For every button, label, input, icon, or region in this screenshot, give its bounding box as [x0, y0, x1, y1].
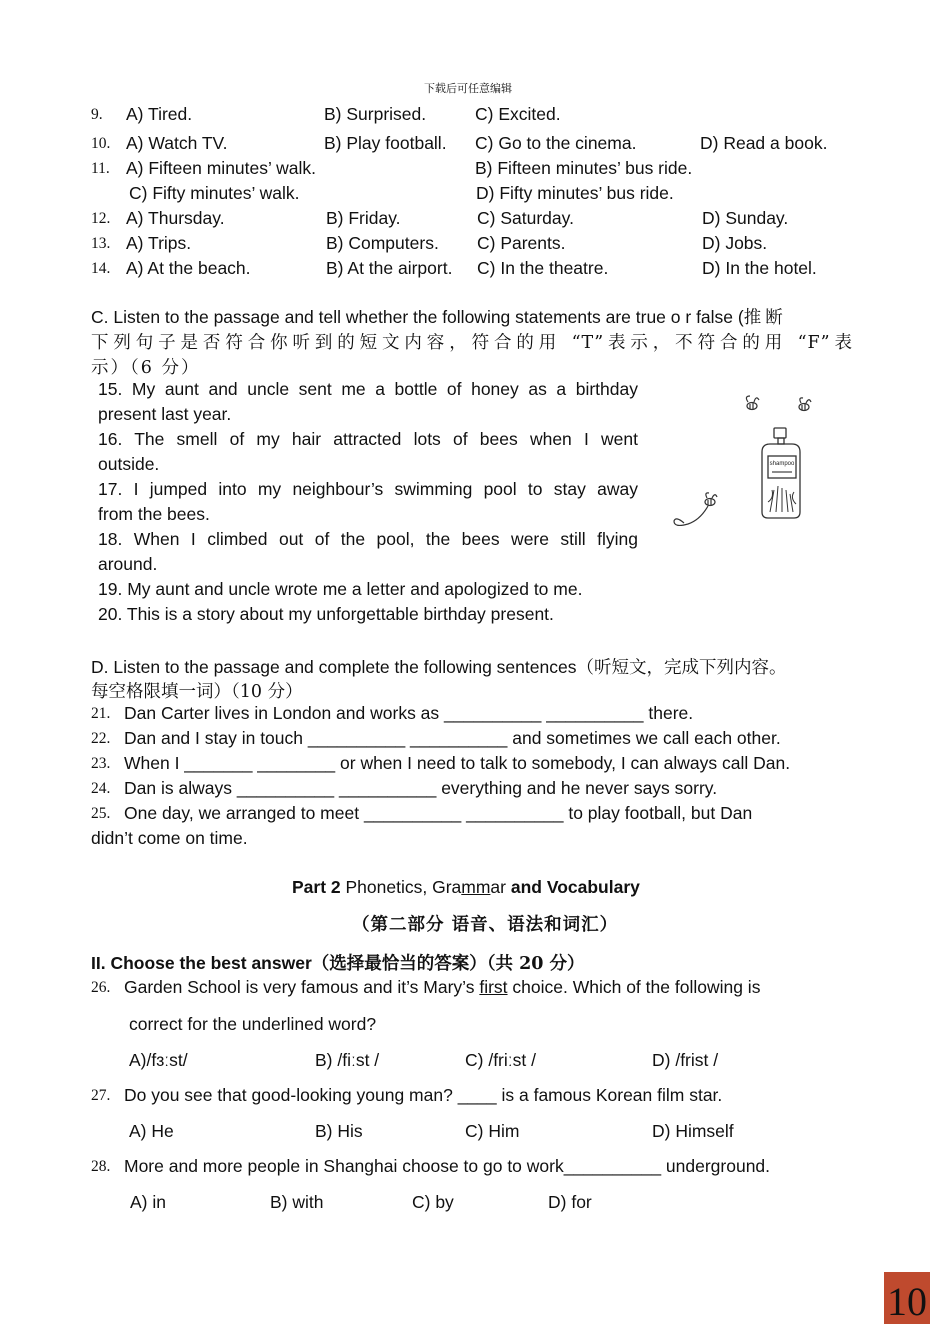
sentence-text: One day, we arranged to meet __________ __________ to play football, but Dan	[124, 803, 753, 823]
underlined-word: first	[479, 977, 508, 997]
shampoo-bees-illustration	[668, 392, 828, 542]
part2-subtitle: （第二部分 语音、语法和词汇）	[352, 915, 619, 935]
option-c: C) Parents.	[477, 233, 566, 253]
statement-line: around.	[98, 554, 158, 574]
question-text-pre: Garden School is very famous and it’s Mary’s	[124, 977, 480, 997]
question-number: 12.	[91, 210, 111, 227]
option-a: A) Tired.	[126, 104, 193, 124]
question-number: 11.	[91, 160, 110, 177]
option-d: D) In the hotel.	[702, 258, 817, 278]
statement-line: 19. My aunt and uncle wrote me a letter and apologized to me.	[98, 579, 583, 599]
question-number: 9.	[91, 106, 103, 123]
option-a: A) Thursday.	[126, 208, 225, 228]
option-b: B) His	[315, 1121, 363, 1141]
section-c-title-line3: 示）（6 分）	[91, 358, 201, 378]
shampoo-bottle-icon	[762, 428, 800, 518]
question-number: 26.	[91, 979, 111, 996]
question-text-line2: correct for the underlined word?	[129, 1014, 377, 1034]
option-c: C) Him	[465, 1121, 520, 1141]
question-text: More and more people in Shanghai choose to go to work__________ underground.	[124, 1156, 771, 1176]
question-number: 22.	[91, 730, 111, 747]
option-b: B) Play football.	[324, 133, 447, 153]
statement-line: 15. My aunt and uncle sent me a bottle of honey as a birthday	[98, 379, 638, 399]
option-d: D) for	[548, 1192, 592, 1212]
section-d-title	[91, 654, 786, 679]
part2-title-underlined: mm	[461, 877, 491, 897]
section-c-title-en: C. Listen to the passage and tell whether the following statements are true o r false (	[91, 307, 744, 327]
question-number: 28.	[91, 1158, 111, 1175]
section-d-title-line2: 每空格限填一词）（10 分）	[91, 682, 303, 702]
option-a: A) At the beach.	[126, 258, 251, 278]
section-c-title-line2: 下列句子是否符合你听到的短文内容，符合的用 “T”表示，不符合的用 “F”表	[91, 333, 853, 353]
statement-line: present last year.	[98, 404, 232, 424]
section-d-title-en: D. Listen to the passage and complete the following sentences	[91, 657, 577, 677]
question-text: Do you see that good-looking young man? ____ is a famous Korean film star.	[124, 1085, 723, 1105]
part2-title-text: Phonetics, Gra	[340, 877, 462, 897]
question-number: 25.	[91, 805, 111, 822]
bee-icon	[746, 396, 759, 410]
option-d: D) /frist /	[652, 1050, 719, 1070]
question-number: 10.	[91, 135, 111, 152]
sentence-text: When I _______ ________ or when I need to talk to somebody, I can always call Dan.	[124, 753, 791, 773]
sentence-text: Dan and I stay in touch __________ __________ and sometimes we call each other.	[124, 728, 781, 748]
part2-title-text2: ar	[490, 877, 511, 897]
statement-line: from the bees.	[98, 504, 210, 524]
part2-title-bold: Part 2	[292, 877, 341, 897]
question-number: 21.	[91, 705, 111, 722]
statement-line: 17. I jumped into my neighbour’s swimming pool to stay away	[98, 479, 638, 499]
option-b: B) /fiːst /	[315, 1050, 380, 1070]
option-a: A) in	[130, 1192, 166, 1212]
option-c: C) Excited.	[475, 104, 561, 124]
bee-icon	[674, 493, 717, 526]
option-c: C) by	[412, 1192, 454, 1212]
section-ii-title-en: II. Choose the best answer	[91, 953, 312, 973]
option-b: B) with	[270, 1192, 324, 1212]
bottle-label: shampoo	[769, 461, 795, 467]
question-number: 27.	[91, 1087, 111, 1104]
option-b: B) Surprised.	[324, 104, 427, 124]
option-d: D) Jobs.	[702, 233, 768, 253]
option-d: D) Read a book.	[700, 133, 828, 153]
option-c: C) Saturday.	[477, 208, 574, 228]
part2-title-bold2: and Vocabulary	[510, 877, 640, 897]
option-b: B) Friday.	[326, 208, 401, 228]
option-a: A) Trips.	[126, 233, 192, 253]
sentence-text: Dan Carter lives in London and works as __________ __________ there.	[124, 703, 694, 723]
statement-line: 18. When I climbed out of the pool, the bees were still flying	[98, 529, 638, 549]
section-c-title-cn: 推断	[743, 308, 787, 328]
question-text-post: choice. Which of the following is	[507, 977, 761, 997]
option-b: B) At the airport.	[326, 258, 453, 278]
section-c-title	[91, 304, 787, 329]
section-d-title-cn: （听短文，完成下列内容。	[576, 658, 787, 678]
option-a: A) Fifteen minutes’ walk.	[126, 158, 316, 178]
section-ii-title-cn: （选择最恰当的答案）（共 20 分）	[311, 954, 585, 974]
section-ii-title	[91, 950, 585, 975]
option-b: B) Computers.	[326, 233, 439, 253]
question-text	[124, 977, 760, 998]
sentence-continuation: didn’t come on time.	[91, 828, 248, 848]
question-number: 14.	[91, 260, 111, 277]
option-a: A) He	[129, 1121, 174, 1141]
option-c: C) Go to the cinema.	[475, 133, 637, 153]
statement-line: 16. The smell of my hair attracted lots of bees when I went	[98, 429, 638, 449]
option-d: D) Sunday.	[702, 208, 789, 228]
option-b: B) Fifteen minutes’ bus ride.	[475, 158, 693, 178]
question-number: 23.	[91, 755, 111, 772]
option-d: D) Himself	[652, 1121, 734, 1141]
option-c: C) Fifty minutes’ walk.	[129, 183, 300, 203]
bee-icon	[799, 398, 811, 411]
page-header: 下载后可任意编辑	[424, 82, 512, 95]
option-d: D) Fifty minutes’ bus ride.	[476, 183, 674, 203]
page-number: 10	[884, 1272, 930, 1324]
statement-line: outside.	[98, 454, 160, 474]
question-number: 24.	[91, 780, 111, 797]
sentence-text: Dan is always __________ __________ everything and he never says sorry.	[124, 778, 718, 798]
statement-line: 20. This is a story about my unforgettable birthday present.	[98, 604, 554, 624]
option-a: A)/fɜːst/	[129, 1050, 188, 1070]
option-a: A) Watch TV.	[126, 133, 228, 153]
question-number: 13.	[91, 235, 111, 252]
option-c: C) /friːst /	[465, 1050, 536, 1070]
part2-title	[292, 877, 640, 898]
option-c: C) In the theatre.	[477, 258, 609, 278]
